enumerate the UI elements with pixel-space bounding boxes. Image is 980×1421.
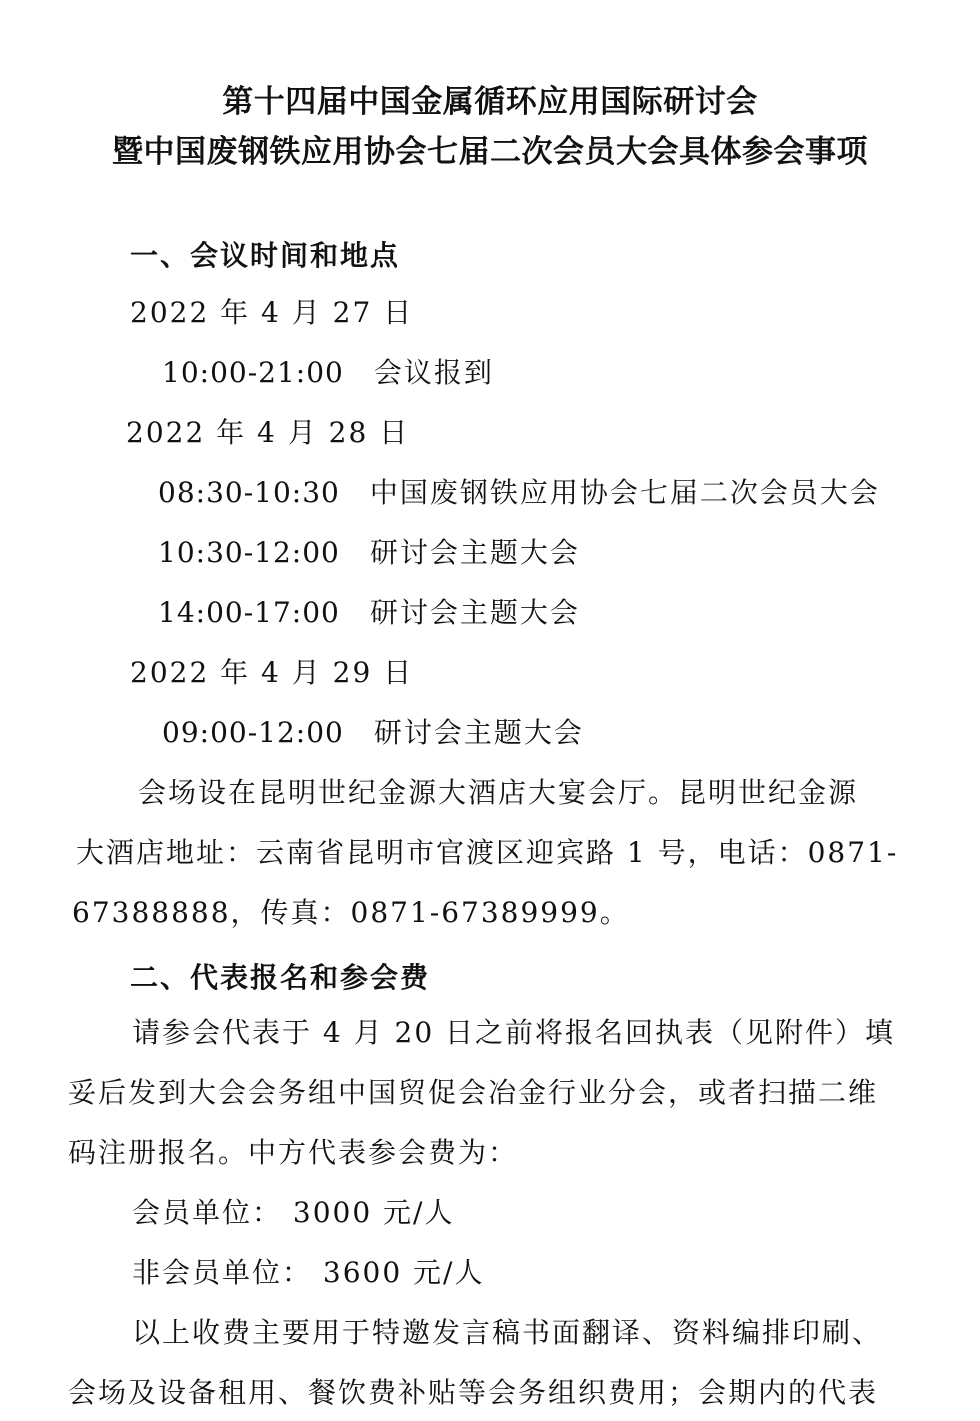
schedule-row bbox=[162, 356, 494, 390]
schedule-time: 10:30-12:00 bbox=[158, 536, 340, 569]
schedule-time: 10:00-21:00 bbox=[162, 356, 344, 389]
registration-paragraph-line: 请参会代表于 4 月 20 日之前将报名回执表（见附件）填 bbox=[132, 1016, 896, 1049]
date-apr-27: 2022 年 4 月 27 日 bbox=[130, 296, 414, 329]
schedule-event: 会议报到 bbox=[373, 356, 494, 389]
venue-paragraph-line: 会场设在昆明世纪金源大酒店大宴会厅。昆明世纪金源 bbox=[138, 776, 859, 809]
schedule-row bbox=[162, 716, 584, 750]
date-apr-28: 2022 年 4 月 28 日 bbox=[126, 416, 410, 449]
fee-non-member: 非会员单位： 3600 元/人 bbox=[132, 1256, 485, 1289]
schedule-time: 08:30-10:30 bbox=[158, 476, 340, 509]
venue-paragraph-line: 大酒店地址：云南省昆明市官渡区迎宾路 1 号，电话：0871- bbox=[76, 836, 899, 869]
registration-paragraph-line: 码注册报名。中方代表参会费为： bbox=[68, 1136, 519, 1169]
document-title-line-2: 暨中国废钢铁应用协会七届二次会员大会具体参会事项 bbox=[112, 134, 868, 170]
document-title-line-1: 第十四届中国金属循环应用国际研讨会 bbox=[222, 84, 758, 120]
schedule-row bbox=[158, 596, 580, 630]
schedule-event: 研讨会主题大会 bbox=[369, 596, 580, 629]
schedule-row bbox=[158, 536, 580, 570]
fee-usage-paragraph-line: 会场及设备租用、餐饮费补贴等会务组织费用；会期内的代表 bbox=[68, 1376, 879, 1409]
schedule-event: 中国废钢铁应用协会七届二次会员大会 bbox=[369, 476, 880, 509]
schedule-event: 研讨会主题大会 bbox=[373, 716, 584, 749]
schedule-time: 14:00-17:00 bbox=[158, 596, 340, 629]
schedule-row bbox=[158, 476, 880, 510]
date-apr-29: 2022 年 4 月 29 日 bbox=[130, 656, 414, 689]
registration-paragraph-line: 妥后发到大会会务组中国贸促会冶金行业分会，或者扫描二维 bbox=[68, 1076, 879, 1109]
fee-usage-paragraph-line: 以上收费主要用于特邀发言稿书面翻译、资料编排印刷、 bbox=[132, 1316, 883, 1349]
venue-paragraph-line: 67388888，传真：0871-67389999。 bbox=[72, 896, 630, 929]
schedule-time: 09:00-12:00 bbox=[162, 716, 344, 749]
section-1-heading: 一、会议时间和地点 bbox=[130, 239, 401, 272]
fee-member: 会员单位： 3000 元/人 bbox=[132, 1196, 455, 1229]
section-2-heading: 二、代表报名和参会费 bbox=[130, 961, 431, 994]
schedule-event: 研讨会主题大会 bbox=[369, 536, 580, 569]
